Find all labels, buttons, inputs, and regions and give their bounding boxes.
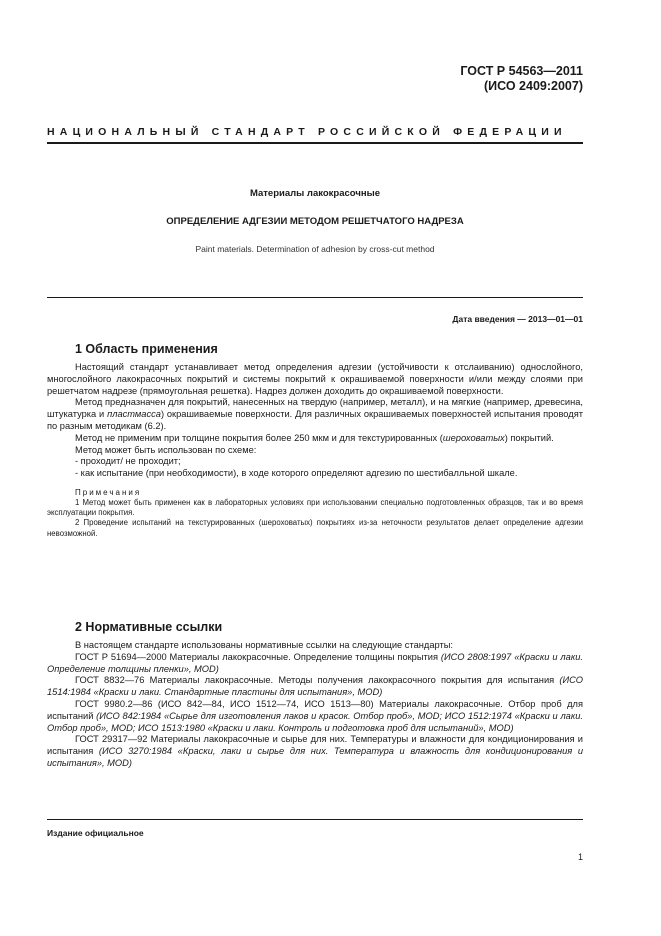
text: ) покрытий. — [504, 432, 554, 443]
title-materials: Материалы лакокрасочные — [249, 188, 381, 199]
page-title: ОПРЕДЕЛЕНИЕ АДГЕЗИИ МЕТОДОМ РЕШЕТЧАТОГО НАДРЕЗА — [166, 216, 464, 227]
text: Метод не применим при толщине покрытия более 250 мкм и для текстурированных ( — [75, 432, 443, 443]
section-title: 2 Нормативные ссылки — [75, 620, 223, 634]
reference-item — [47, 675, 583, 699]
gost-number: ГОСТ Р 54563—2011 — [460, 64, 583, 78]
list-item: - проходит/ не проходит; — [75, 456, 181, 467]
italic-text: (ИСО 842:1984 «Сырье для изготовления лаков и красок. Отбор проб», MOD; ИСО 1512:1974 «Краски и лаки. Отбор проб», MOD; ИСО 1513:1980 «Краски и лаки. Контроль и подготовка проб для испытаний», MOD) — [47, 710, 583, 733]
section-normative-references — [47, 620, 583, 770]
document-identifier — [460, 64, 583, 94]
reference-item — [47, 699, 583, 734]
italic-text: пластмасса — [107, 409, 161, 420]
introduction-date: Дата введения — 2013—01—01 — [452, 314, 583, 324]
text: Метод предназначен для покрытий, нанесенных на твердую (например, металл), и на мягкие (например, древесина, штукатурка и — [47, 397, 583, 420]
reference-item — [47, 652, 583, 676]
paragraph: Метод может быть использован по схеме: — [75, 444, 257, 455]
text: ГОСТ Р 51694—2000 Материалы лакокрасочные. Определение толщины покрытия — [75, 651, 441, 662]
list-item: - как испытание (при необходимости), в ходе которого определяют адгезию по шестибалльной шкале. — [75, 468, 518, 479]
notes-heading: Примечания — [75, 487, 142, 497]
italic-text: (ИСО 3270:1984 «Краски, лаки и сырье для них. Температура и влажность для кондиционирования и испытания», MOD) — [47, 746, 583, 768]
paragraph: В настоящем стандарте использованы нормативные ссылки на следующие стандарты: — [75, 640, 454, 650]
note: 2 Проведение испытаний на текстурированных (шероховатых) покрытиях из-за неточности результатов делает определение адгезии невозможной. — [47, 518, 583, 538]
text: ГОСТ 8832—76 Материалы лакокрасочные. Методы получения лакокрасочного покрытия для испытания — [75, 675, 560, 686]
italic-text: шероховатых — [442, 432, 505, 443]
note: 1 Метод может быть применен как в лабораторных условиях при использовании специально подготовленных образцов, так и во время эксплуатации покрытия. — [47, 497, 583, 518]
italic-text: (ИСО 1514:1984 «Краски и лаки. Стандартные пластины для испытания», MOD) — [47, 675, 583, 698]
section-title: 1 Область применения — [75, 342, 218, 356]
text: ГОСТ 29317—92 Материалы лакокрасочные и сырье для них. Температуры и влажности для кондиционирования и испытания — [47, 734, 583, 757]
paragraph — [47, 433, 583, 445]
italic-text: (ИСО 2808:1997 «Краски и лаки. Определение толщины пленки», MOD) — [47, 651, 583, 674]
text: ) окрашиваемые поверхности. Для различных окрашиваемых поверхностей испытания проводят по разным методикам (6.2). — [47, 409, 583, 431]
national-standard-banner: НАЦИОНАЛЬНЫЙ СТАНДАРТ РОССИЙСКОЙ ФЕДЕРАЦИИ — [47, 126, 567, 138]
reference-item — [47, 734, 583, 769]
title-english: Paint materials. Determination of adhesion by cross-cut method — [195, 244, 435, 254]
paragraph — [47, 397, 583, 432]
text: ГОСТ 9980.2—86 (ИСО 842—84, ИСО 1512—74, ИСО 1513—80) Материалы лакокрасочные. Отбор проб для испытаний — [47, 698, 583, 721]
edition-label: Издание официальное — [47, 828, 144, 838]
page-number: 1 — [577, 852, 583, 862]
footer-divider — [47, 819, 583, 820]
header-divider — [47, 142, 583, 144]
section-scope — [47, 342, 583, 539]
paragraph: Настоящий стандарт устанавливает метод определения адгезии (устойчивости к отслаиванию) однослойного, многослойного лакокрасочных покрытий и системы покрытий к окрашиваемой поверхности и/или между слоями при решетчатом надрезе (прямоугольная решетка). Надрез должен доходить до окрашиваемой поверхности. — [47, 362, 583, 396]
title-divider — [47, 297, 583, 298]
iso-number: (ИСО 2409:2007) — [484, 79, 583, 93]
